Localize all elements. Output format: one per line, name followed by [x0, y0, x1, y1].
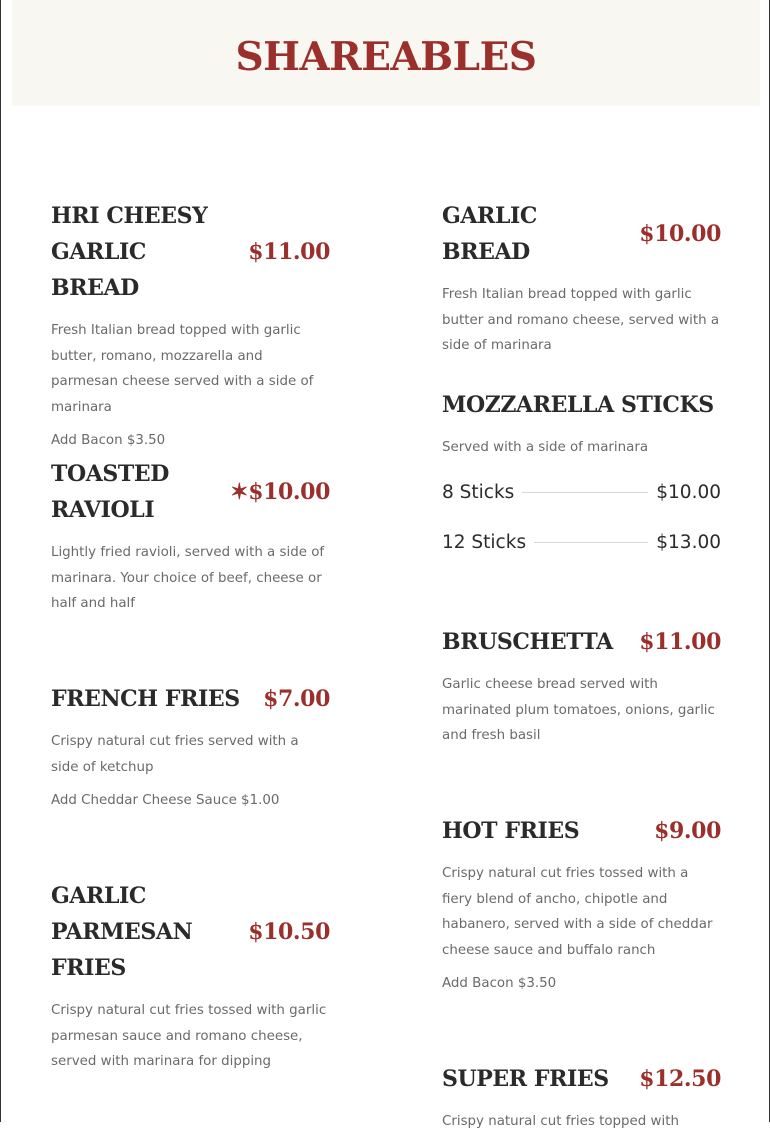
menu-item-garlic-parmesan-fries [51, 878, 330, 1075]
item-description: Crispy natural cut fries tossed with a fiery blend of ancho, chipotle and habanero, served with a side of cheddar cheese sauce and buffalo ranch [442, 866, 713, 958]
item-name: MOZZARELLA STICKS [442, 392, 714, 418]
item-price: $11.00 [639, 629, 721, 655]
item-description: Crispy natural cut fries served with a side of ketchup [51, 734, 299, 775]
item-addon: Add Bacon $3.50 [51, 433, 166, 448]
item-header [51, 681, 330, 717]
item-header [51, 198, 330, 306]
menu-item-mozzarella-sticks [442, 387, 721, 558]
size-price: $10.00 [656, 482, 721, 503]
page-title: SHAREABLES [235, 34, 537, 80]
item-price: $10.50 [248, 919, 330, 945]
item-header [51, 878, 330, 986]
item-name: GARLIC BREAD [442, 203, 538, 265]
item-description: Served with a side of marinara [442, 440, 649, 455]
menu-item-super-fries [442, 1061, 721, 1135]
item-addon: Add Bacon $3.50 [442, 976, 557, 991]
size-option-12-sticks [442, 528, 721, 558]
item-name: GARLIC PARMESAN FRIES [51, 883, 193, 981]
size-label: 8 Sticks [442, 482, 515, 503]
item-description: Fresh Italian bread topped with garlic butter, romano, mozzarella and parmesan cheese served with a side of marinara [51, 323, 314, 415]
item-header [442, 198, 721, 270]
item-description: Garlic cheese bread served with marinated plum tomatoes, onions, garlic and fresh basil [442, 677, 715, 743]
menu-item-bruschetta [442, 624, 721, 749]
item-name: FRENCH FRIES [51, 686, 240, 712]
menu-item-french-fries [51, 681, 330, 813]
item-description: Crispy natural cut fries topped with [442, 1114, 679, 1129]
item-name: HOT FRIES [442, 818, 580, 844]
size-price: $13.00 [656, 532, 721, 553]
size-label: 12 Sticks [442, 532, 527, 553]
item-price: $12.50 [639, 1066, 721, 1092]
item-addon: Add Cheddar Cheese Sauce $1.00 [51, 793, 280, 808]
item-description: Fresh Italian bread topped with garlic butter and romano cheese, served with a side of marinara [442, 287, 720, 353]
leader-line [522, 492, 648, 493]
leader-line [534, 542, 648, 543]
item-name: BRUSCHETTA [442, 629, 613, 655]
item-price: ✶$10.00 [230, 479, 330, 505]
item-header [442, 624, 721, 660]
item-name: TOASTED RAVIOLI [51, 461, 169, 523]
item-name: SUPER FRIES [442, 1066, 609, 1092]
item-price: $11.00 [248, 239, 330, 265]
item-description: Lightly fried ravioli, served with a side of marinara. Your choice of beef, cheese or half and half [51, 545, 325, 611]
item-name: HRI CHEESY GARLIC BREAD [51, 203, 208, 301]
menu-item-hot-fries [442, 813, 721, 996]
header-banner [12, 0, 760, 106]
item-price: $10.00 [639, 221, 721, 247]
item-header [442, 387, 721, 423]
menu-item-hri-cheesy-garlic-bread [51, 198, 330, 453]
item-price: $7.00 [263, 686, 330, 712]
item-price: $9.00 [654, 818, 721, 844]
size-option-8-sticks [442, 478, 721, 508]
menu-item-garlic-bread [442, 198, 721, 359]
item-header [442, 813, 721, 849]
item-header [51, 456, 330, 528]
menu-item-toasted-ravioli [51, 456, 330, 617]
item-description: Crispy natural cut fries tossed with garlic parmesan sauce and romano cheese, served with marinara for dipping [51, 1003, 327, 1069]
item-header [442, 1061, 721, 1097]
